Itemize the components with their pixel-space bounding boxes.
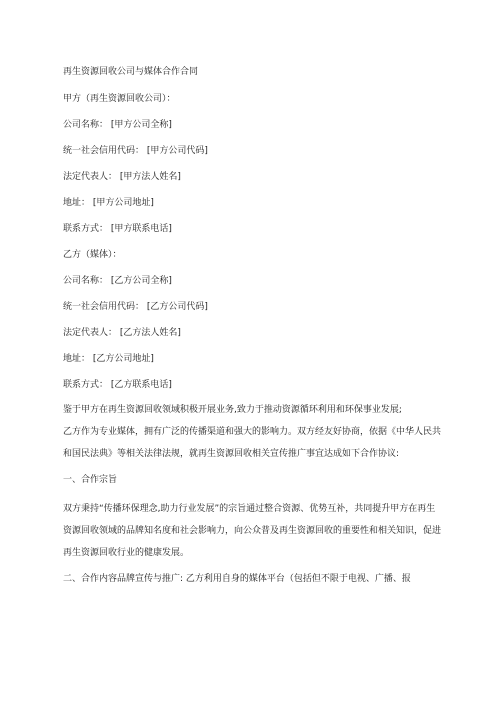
- party-b-credit-code: 统一社会信用代码： [乙方公司代码]: [63, 302, 208, 312]
- contract-title: 再生资源回收公司与媒体合作合同: [63, 67, 199, 77]
- party-a-legal-rep: 法定代表人： [甲方法人姓名]: [63, 172, 181, 182]
- section-1-heading: 一、合作宗旨: [63, 475, 118, 485]
- party-b-contact: 联系方式： [乙方联系电话]: [63, 380, 172, 390]
- preamble-paragraph-2: 乙方作为专业媒体，拥有广泛的传播渠道和强大的影响力。双方经友好协商，依据《中华人民共和国民法典》等相关法律法规，就再生资源回收相关宣传推广事宜达成如下合作协议:: [63, 427, 442, 459]
- party-b-address: 地址： [乙方公司地址]: [63, 354, 154, 364]
- section-1-paragraph: 双方秉持“传播环保理念,助力行业发展”的宗旨通过整合资源、优势互补，共同提升甲方在再生资源回收领域的品牌知名度和社会影响力，向公众普及再生资源回收的重要性和相关知识，促进再生资源回收行业的健康发展。: [63, 504, 442, 558]
- party-b-legal-rep: 法定代表人： [乙方法人姓名]: [63, 328, 181, 338]
- party-b-heading: 乙方（媒体）：: [63, 250, 122, 260]
- party-a-company-name: 公司名称： [甲方公司全称]: [63, 120, 172, 130]
- party-a-contact: 联系方式： [甲方联系电话]: [63, 224, 172, 234]
- party-a-heading: 甲方（再生资源回收公司）：: [63, 94, 176, 104]
- contract-body: [63, 66, 443, 586]
- party-b-company-name: 公司名称： [乙方公司全称]: [63, 276, 172, 286]
- party-a-address: 地址： [甲方公司地址]: [63, 198, 154, 208]
- party-a-credit-code: 统一社会信用代码： [甲方公司代码]: [63, 146, 208, 156]
- preamble-paragraph-1: 鉴于甲方在再生资源回收领域积极开展业务,致力于推动资源循环利用和环保事业发展;: [63, 405, 402, 415]
- section-2-heading: 二、合作内容品牌宣传与推广: 乙方利用自身的媒体平台（包括但不限于电视、广播、报: [63, 574, 411, 584]
